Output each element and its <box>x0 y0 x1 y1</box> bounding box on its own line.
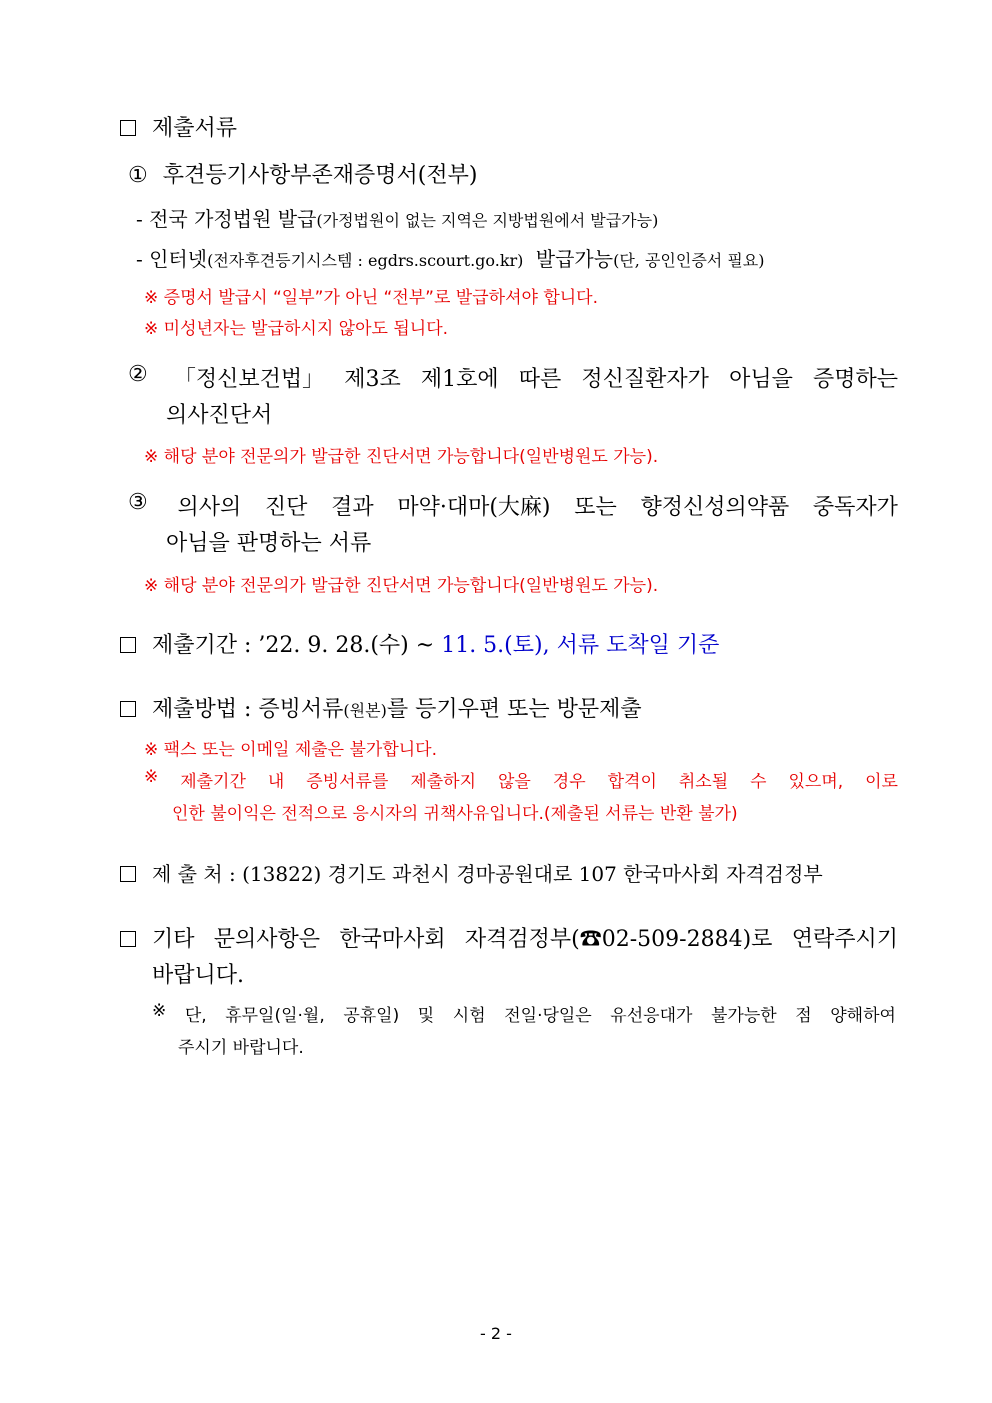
checkbox-square-icon <box>120 637 136 653</box>
word: 또는 <box>574 495 617 520</box>
word: 따른 <box>518 367 562 392</box>
word: 있으며, <box>788 772 844 792</box>
word: 유선응대가 <box>610 1006 693 1026</box>
word: ※ <box>144 767 159 787</box>
word: 의사의 <box>177 495 242 520</box>
item1-warning-1: ※ 증명서 발급시 “일부”가 아닌 “전부”로 발급하셔야 합니다. <box>144 288 598 308</box>
line-note: (가정법원이 없는 지역은 지방법원에서 발급가능) <box>316 211 659 230</box>
item-number: ① <box>128 163 148 188</box>
page-number: - 2 - <box>480 1324 512 1343</box>
word: 연락주시기 <box>791 927 898 952</box>
line-main-2: 발급가능 <box>535 247 614 271</box>
word: 진단 <box>264 495 308 520</box>
word: 제출기간 <box>180 772 246 792</box>
word: 않을 <box>497 772 531 792</box>
word: 제출하지 <box>410 772 477 792</box>
word: 수 <box>750 772 767 792</box>
method-rest: 를 등기우편 또는 방문제출 <box>386 697 642 722</box>
word: 이로 <box>865 772 898 792</box>
inquiry-note-line1 <box>152 1001 896 1026</box>
line-note: (전자후견등기시스템 : egdrs.scourt.go.kr) <box>207 251 524 270</box>
word: 합격이 <box>607 772 657 792</box>
item-number: ③ <box>128 490 148 515</box>
item2-line1 <box>128 362 898 393</box>
word-phone: 자격검정부(☎02-509-2884)로 <box>464 927 773 952</box>
method-note: (원본) <box>343 701 387 720</box>
method-warning-2-line1 <box>144 767 898 792</box>
word: 문의사항은 <box>213 927 321 952</box>
item2-line2: 의사진단서 <box>166 403 273 428</box>
checkbox-square-icon <box>120 701 136 717</box>
word: 증빙서류를 <box>306 772 389 792</box>
word: 아님을 <box>729 367 793 392</box>
word: 마약·대마(大麻) <box>397 495 551 520</box>
line-note-2: (단, 공인인증서 필요) <box>613 251 765 270</box>
word: 전일·당일은 <box>504 1006 592 1026</box>
word: 양해하여 <box>830 1006 896 1026</box>
word: 단, <box>184 1006 207 1026</box>
item2-warning: ※ 해당 분야 전문의가 발급한 진단서면 가능합니다(일반병원도 가능). <box>144 447 659 467</box>
method-warning-2-line2: 인한 불이익은 전적으로 응시자의 귀책사유입니다.(제출된 서류는 반환 불가) <box>172 804 738 824</box>
word: 정신질환자가 <box>581 367 709 392</box>
checkbox-square-icon <box>120 866 136 882</box>
checkbox-square-icon <box>120 120 136 136</box>
word: 증명하는 <box>812 367 898 392</box>
item3-warning: ※ 해당 분야 전문의가 발급한 진단서면 가능합니다(일반병원도 가능). <box>144 576 659 596</box>
word: 취소될 <box>678 772 729 792</box>
word: 공휴일) <box>343 1006 400 1026</box>
word: 시험 <box>452 1006 486 1026</box>
item3-line1 <box>128 490 898 521</box>
heading-text: 제출서류 <box>152 116 238 141</box>
inquiry-note-line2: 주시기 바랍니다. <box>178 1038 304 1058</box>
word: 제3조 <box>344 367 401 392</box>
line-main: - 인터넷 <box>136 247 208 271</box>
item1-line1 <box>136 203 658 232</box>
word: 「정신보건법」 <box>173 367 325 392</box>
line-main: - 전국 가정법원 발급 <box>136 207 317 231</box>
section-submit-place <box>120 858 823 887</box>
item1-warning-2: ※ 미성년자는 발급하시지 않아도 됩니다. <box>144 319 449 339</box>
word: 한국마사회 <box>339 927 446 952</box>
checkbox-square-icon <box>120 931 136 947</box>
word: 향정신성의약품 <box>640 495 790 520</box>
section-submit-method <box>120 692 642 723</box>
word: 기타 <box>152 927 195 952</box>
word: 점 <box>795 1006 812 1026</box>
period-label: 제출기간 : ’22. 9. 28.(수) ~ <box>152 633 442 658</box>
item-number: ② <box>128 362 148 387</box>
word: 및 <box>417 1006 435 1026</box>
section-inquiry-line1 <box>120 922 898 953</box>
word: 결과 <box>331 495 374 520</box>
item1-title <box>128 158 477 189</box>
word: 경우 <box>552 772 586 792</box>
word: 중독자가 <box>812 495 898 520</box>
word: 제1호에 <box>420 367 499 392</box>
place-label: 제 출 처 : (13822) 경기도 과천시 경마공원대로 107 한국마사회 자격검정부 <box>152 862 823 886</box>
section-submit-period <box>120 628 719 659</box>
word: 휴무일(일·월, <box>225 1006 325 1026</box>
word: 내 <box>267 772 285 792</box>
section-submit-docs-heading <box>120 111 237 142</box>
method-warning-1: ※ 팩스 또는 이메일 제출은 불가합니다. <box>144 740 437 760</box>
item3-line2: 아님을 판명하는 서류 <box>166 531 372 556</box>
period-highlight: 11. 5.(토), 서류 도착일 기준 <box>441 633 720 658</box>
section-inquiry-line2: 바랍니다. <box>152 963 245 988</box>
item-title-text: 후견등기사항부존재증명서(전부) <box>162 163 478 188</box>
method-label: 제출방법 : 증빙서류 <box>152 697 344 722</box>
word: 불가능한 <box>710 1006 777 1026</box>
word: ※ <box>152 1001 167 1021</box>
item1-line2 <box>136 243 764 272</box>
